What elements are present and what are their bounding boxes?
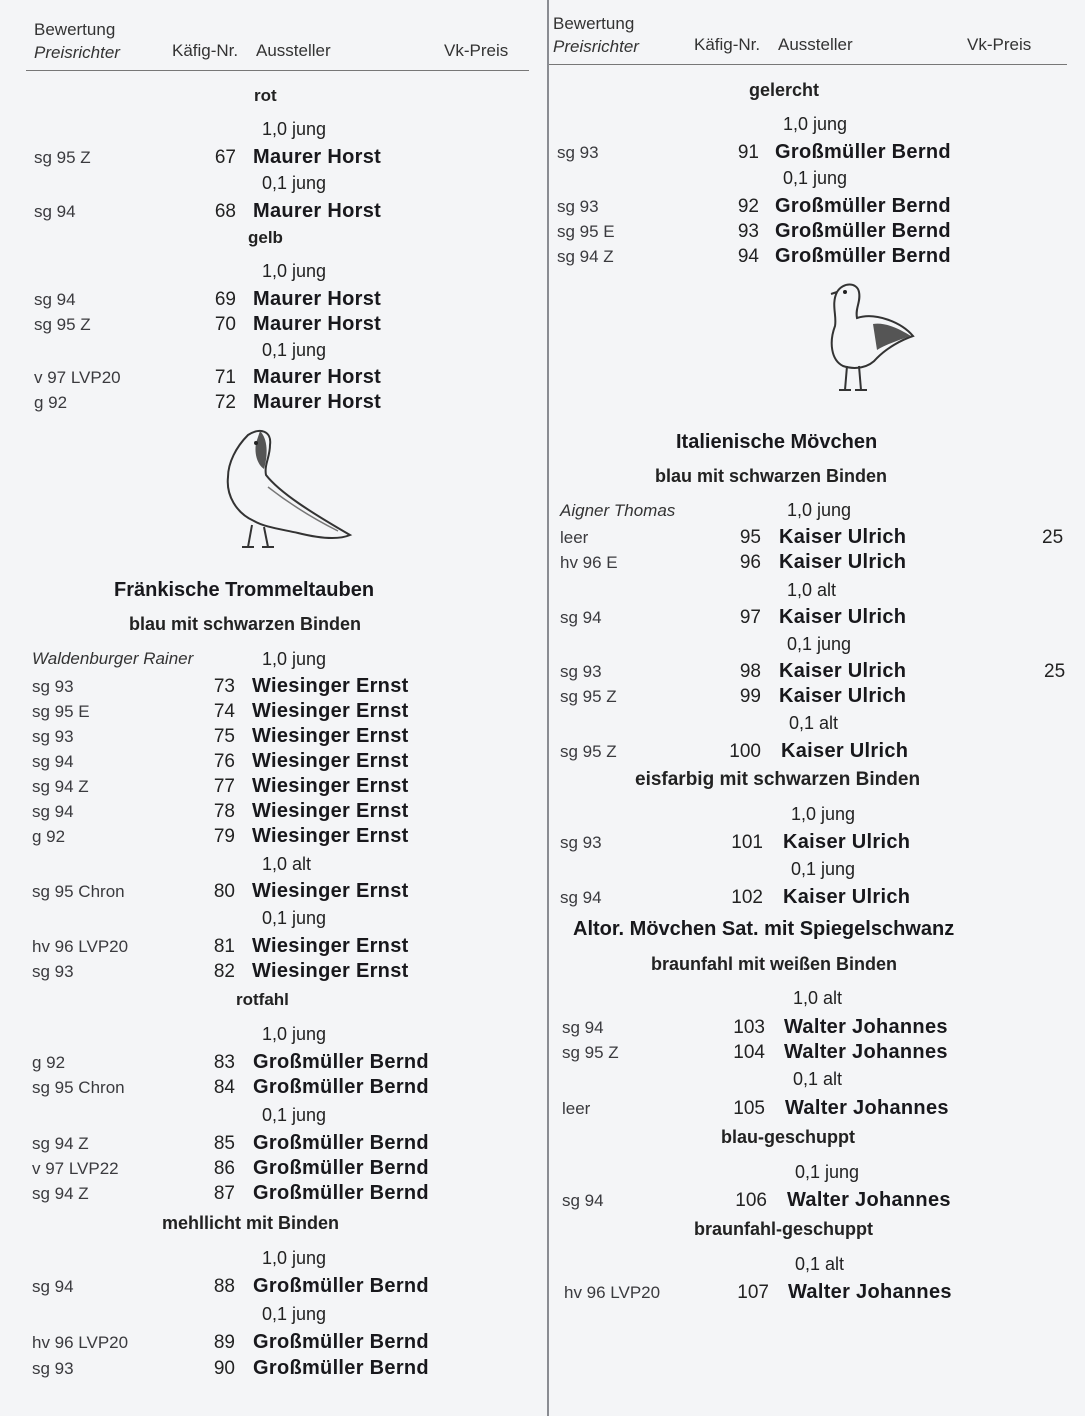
entry-row — [0, 774, 547, 799]
kaefig-nr: 96 — [739, 552, 761, 573]
group-label: 0,1 alt — [789, 713, 839, 733]
bewertung: sg 94 — [32, 802, 74, 821]
bewertung: hv 96 LVP20 — [32, 937, 129, 956]
aussteller: Wiesinger Ernst — [252, 700, 409, 722]
group-label: 1,0 jung — [262, 261, 327, 281]
kaefig-nr: 100 — [729, 741, 761, 762]
kaefig-nr: 102 — [731, 887, 763, 908]
group-label: 0,1 jung — [262, 173, 327, 193]
bewertung: sg 94 — [562, 1018, 604, 1037]
bewertung: sg 95 E — [32, 702, 90, 721]
bewertung: sg 93 — [560, 662, 602, 681]
entry-row — [0, 312, 547, 337]
pigeon-illustration — [208, 425, 358, 555]
bewertung: g 92 — [32, 1053, 66, 1072]
entry-row — [0, 959, 547, 984]
entry-row — [0, 1131, 547, 1156]
breed-title: Italienische Mövchen — [676, 431, 878, 453]
aussteller: Wiesinger Ernst — [252, 800, 409, 822]
bewertung: sg 93 — [557, 143, 599, 162]
vk-preis: 25 — [1044, 661, 1066, 682]
bewertung: sg 94 — [560, 608, 602, 627]
bewertung: leer — [562, 1099, 591, 1118]
kaefig-nr: 97 — [739, 607, 761, 628]
bewertung: sg 95 Z — [560, 687, 617, 706]
kaefig-nr: 86 — [213, 1158, 235, 1179]
vk-preis: 25 — [1042, 527, 1064, 548]
bewertung: sg 94 — [34, 202, 76, 221]
aussteller: Maurer Horst — [253, 313, 382, 335]
header-bewertung: Bewertung — [553, 14, 635, 33]
aussteller: Maurer Horst — [253, 288, 382, 310]
group-label: 0,1 jung — [262, 1304, 327, 1324]
bewertung: leer — [560, 528, 589, 547]
entry-row — [0, 1274, 547, 1299]
entry-row — [0, 1181, 547, 1206]
kaefig-nr: 89 — [213, 1332, 235, 1353]
aussteller: Wiesinger Ernst — [252, 675, 409, 697]
judge-name: Waldenburger Rainer — [32, 649, 194, 668]
aussteller: Großmüller Bernd — [775, 245, 951, 267]
kaefig-nr: 87 — [213, 1183, 235, 1204]
aussteller: Großmüller Bernd — [775, 220, 951, 242]
pigeon-illustration — [817, 278, 917, 400]
kaefig-nr: 107 — [737, 1282, 769, 1303]
aussteller: Walter Johannes — [784, 1041, 948, 1063]
entry-row — [549, 1096, 1085, 1121]
header-aussteller: Aussteller — [256, 41, 331, 60]
kaefig-nr: 78 — [213, 801, 235, 822]
aussteller: Maurer Horst — [253, 366, 382, 388]
aussteller: Wiesinger Ernst — [252, 775, 409, 797]
kaefig-nr: 106 — [735, 1190, 767, 1211]
aussteller: Walter Johannes — [785, 1097, 949, 1119]
aussteller: Maurer Horst — [253, 200, 382, 222]
table-header — [26, 12, 529, 71]
color-heading: eisfarbig mit schwarzen Binden — [635, 769, 921, 790]
bewertung: sg 95 E — [557, 222, 615, 241]
header-vk-preis: Vk-Preis — [967, 35, 1032, 54]
kaefig-nr: 81 — [213, 936, 235, 957]
bewertung: g 92 — [34, 393, 68, 412]
breed-title: Fränkische Trommeltauben — [114, 579, 375, 601]
kaefig-nr: 93 — [737, 221, 759, 242]
bewertung: sg 95 Chron — [32, 1078, 125, 1097]
entry-row — [0, 1330, 547, 1355]
aussteller: Wiesinger Ernst — [252, 725, 409, 747]
kaefig-nr: 77 — [213, 776, 235, 797]
group-label: 1,0 jung — [262, 1024, 327, 1044]
kaefig-nr: 83 — [213, 1052, 235, 1073]
aussteller: Wiesinger Ernst — [252, 960, 409, 982]
aussteller: Wiesinger Ernst — [252, 935, 409, 957]
color-heading: blau-geschuppt — [721, 1127, 855, 1147]
entry-row — [0, 749, 547, 774]
aussteller: Walter Johannes — [784, 1016, 948, 1038]
bewertung: sg 93 — [32, 962, 74, 981]
table-header — [549, 6, 1067, 65]
group-label: 1,0 jung — [783, 114, 848, 134]
kaefig-nr: 90 — [213, 1358, 235, 1379]
entry-row — [0, 879, 547, 904]
aussteller: Walter Johannes — [787, 1189, 951, 1211]
kaefig-nr: 67 — [214, 147, 236, 168]
kaefig-nr: 104 — [733, 1042, 765, 1063]
kaefig-nr: 74 — [213, 701, 235, 722]
entry-row — [0, 1356, 547, 1381]
aussteller: Kaiser Ulrich — [779, 685, 907, 707]
kaefig-nr: 84 — [213, 1077, 235, 1098]
bewertung: sg 94 — [32, 1277, 74, 1296]
bewertung: sg 93 — [32, 727, 74, 746]
bewertung: sg 93 — [557, 197, 599, 216]
entry-row — [549, 830, 1085, 855]
entry-row — [549, 659, 1085, 684]
bewertung: hv 96 LVP20 — [32, 1333, 129, 1352]
aussteller: Großmüller Bernd — [253, 1331, 429, 1353]
kaefig-nr: 94 — [737, 246, 759, 267]
entry-row — [0, 145, 547, 170]
aussteller: Großmüller Bernd — [775, 141, 951, 163]
aussteller: Wiesinger Ernst — [252, 750, 409, 772]
aussteller: Großmüller Bernd — [253, 1076, 429, 1098]
header-vk-preis: Vk-Preis — [444, 41, 509, 60]
kaefig-nr: 88 — [213, 1276, 235, 1297]
entry-row — [0, 1050, 547, 1075]
group-label: 1,0 alt — [262, 854, 312, 874]
group-label: 0,1 jung — [791, 859, 856, 879]
aussteller: Kaiser Ulrich — [779, 606, 907, 628]
bewertung: hv 96 LVP20 — [564, 1283, 661, 1302]
right-column — [549, 0, 1085, 1416]
group-label: 1,0 jung — [787, 500, 852, 520]
entry-row — [0, 365, 547, 390]
group-label: 0,1 alt — [795, 1254, 845, 1274]
aussteller: Kaiser Ulrich — [779, 526, 907, 548]
aussteller: Großmüller Bernd — [253, 1357, 429, 1379]
group-label: 1,0 alt — [793, 988, 843, 1008]
group-label: 1,0 jung — [791, 804, 856, 824]
bewertung: sg 94 — [562, 1191, 604, 1210]
entry-row — [0, 390, 547, 415]
breed-subtitle: blau mit schwarzen Binden — [655, 466, 888, 486]
kaefig-nr: 71 — [214, 367, 236, 388]
entry-row — [549, 194, 1085, 219]
group-label: 0,1 jung — [783, 168, 848, 188]
header-preisrichter: Preisrichter — [553, 37, 639, 56]
aussteller: Großmüller Bernd — [775, 195, 951, 217]
kaefig-nr: 82 — [213, 961, 235, 982]
bewertung: sg 94 Z — [557, 247, 614, 266]
bewertung: sg 95 Z — [34, 148, 91, 167]
kaefig-nr: 101 — [731, 832, 763, 853]
entry-row — [549, 525, 1085, 550]
bewertung: g 92 — [32, 827, 66, 846]
kaefig-nr: 68 — [214, 201, 236, 222]
kaefig-nr: 70 — [214, 314, 236, 335]
group-label: 0,1 jung — [262, 340, 327, 360]
kaefig-nr: 105 — [733, 1098, 765, 1119]
kaefig-nr: 99 — [739, 686, 761, 707]
bewertung: sg 94 — [560, 888, 602, 907]
color-heading: gelercht — [749, 80, 820, 100]
bewertung: sg 94 Z — [32, 1134, 89, 1153]
bewertung: sg 94 Z — [32, 1184, 89, 1203]
entry-row — [549, 244, 1085, 269]
kaefig-nr: 73 — [213, 676, 235, 697]
entry-row — [0, 674, 547, 699]
aussteller: Kaiser Ulrich — [783, 886, 911, 908]
entry-row — [549, 684, 1085, 709]
aussteller: Kaiser Ulrich — [779, 660, 907, 682]
kaefig-nr: 91 — [737, 142, 759, 163]
header-kaefig-nr: Käfig-Nr. — [694, 35, 761, 54]
entry-row — [549, 1015, 1085, 1040]
aussteller: Maurer Horst — [253, 146, 382, 168]
entry-row — [549, 885, 1085, 910]
color-heading: rotfahl — [236, 990, 289, 1009]
kaefig-nr: 76 — [213, 751, 235, 772]
entry-row — [0, 934, 547, 959]
entry-row — [549, 1280, 1085, 1305]
kaefig-nr: 98 — [739, 661, 761, 682]
breed-subtitle: blau mit schwarzen Binden — [129, 614, 362, 634]
group-label: 0,1 jung — [787, 634, 852, 654]
breed-title: Altor. Mövchen Sat. mit Spiegelschwanz — [573, 918, 955, 940]
header-aussteller: Aussteller — [778, 35, 853, 54]
bewertung: hv 96 E — [560, 553, 618, 572]
group-label: 1,0 alt — [787, 580, 837, 600]
aussteller: Wiesinger Ernst — [252, 880, 409, 902]
entry-row — [0, 699, 547, 724]
aussteller: Großmüller Bernd — [253, 1275, 429, 1297]
bewertung: sg 93 — [32, 1359, 74, 1378]
kaefig-nr: 103 — [733, 1017, 765, 1038]
group-label: 0,1 alt — [793, 1069, 843, 1089]
entry-row — [549, 219, 1085, 244]
header-kaefig-nr: Käfig-Nr. — [172, 41, 239, 60]
entry-row — [0, 724, 547, 749]
kaefig-nr: 72 — [214, 392, 236, 413]
bewertung: sg 94 — [34, 290, 76, 309]
entry-row — [0, 287, 547, 312]
entry-row — [549, 1040, 1085, 1065]
group-label: 0,1 jung — [795, 1162, 860, 1182]
bewertung: sg 95 Z — [562, 1043, 619, 1062]
entry-row — [0, 199, 547, 224]
breed-subtitle: braunfahl mit weißen Binden — [651, 954, 898, 974]
aussteller: Kaiser Ulrich — [779, 551, 907, 573]
entry-row — [0, 1156, 547, 1181]
bewertung: v 97 LVP22 — [32, 1159, 119, 1178]
entry-row — [0, 799, 547, 824]
bewertung: sg 94 Z — [32, 777, 89, 796]
header-bewertung: Bewertung — [34, 20, 116, 39]
kaefig-nr: 95 — [739, 527, 761, 548]
color-heading: gelb — [248, 228, 283, 247]
group-label: 0,1 jung — [262, 1105, 327, 1125]
kaefig-nr: 79 — [213, 826, 235, 847]
entry-row — [549, 739, 1085, 764]
kaefig-nr: 85 — [213, 1133, 235, 1154]
kaefig-nr: 75 — [213, 726, 235, 747]
bewertung: sg 95 Chron — [32, 882, 125, 901]
bewertung: sg 93 — [560, 833, 602, 852]
aussteller: Walter Johannes — [788, 1281, 952, 1303]
aussteller: Wiesinger Ernst — [252, 825, 409, 847]
aussteller: Großmüller Bernd — [253, 1051, 429, 1073]
bewertung: sg 95 Z — [560, 742, 617, 761]
bewertung: sg 95 Z — [34, 315, 91, 334]
aussteller: Maurer Horst — [253, 391, 382, 413]
aussteller: Kaiser Ulrich — [783, 831, 911, 853]
kaefig-nr: 80 — [213, 881, 235, 902]
color-heading: mehllicht mit Binden — [162, 1213, 340, 1233]
entry-row — [0, 1075, 547, 1100]
bewertung: v 97 LVP20 — [34, 368, 121, 387]
aussteller: Großmüller Bernd — [253, 1182, 429, 1204]
kaefig-nr: 69 — [214, 289, 236, 310]
entry-row — [549, 605, 1085, 630]
entry-row — [549, 140, 1085, 165]
entry-row — [549, 1188, 1085, 1213]
aussteller: Großmüller Bernd — [253, 1157, 429, 1179]
color-heading: rot — [254, 86, 277, 105]
aussteller: Großmüller Bernd — [253, 1132, 429, 1154]
bewertung: sg 94 — [32, 752, 74, 771]
judge-name: Aigner Thomas — [560, 501, 676, 520]
bewertung: sg 93 — [32, 677, 74, 696]
entry-row — [549, 550, 1085, 575]
entry-row — [0, 824, 547, 849]
group-label: 1,0 jung — [262, 119, 327, 139]
header-preisrichter: Preisrichter — [34, 43, 120, 62]
kaefig-nr: 92 — [737, 196, 759, 217]
color-heading: braunfahl-geschuppt — [694, 1219, 873, 1239]
aussteller: Kaiser Ulrich — [781, 740, 909, 762]
group-label: 1,0 jung — [262, 649, 327, 669]
group-label: 1,0 jung — [262, 1248, 327, 1268]
group-label: 0,1 jung — [262, 908, 327, 928]
